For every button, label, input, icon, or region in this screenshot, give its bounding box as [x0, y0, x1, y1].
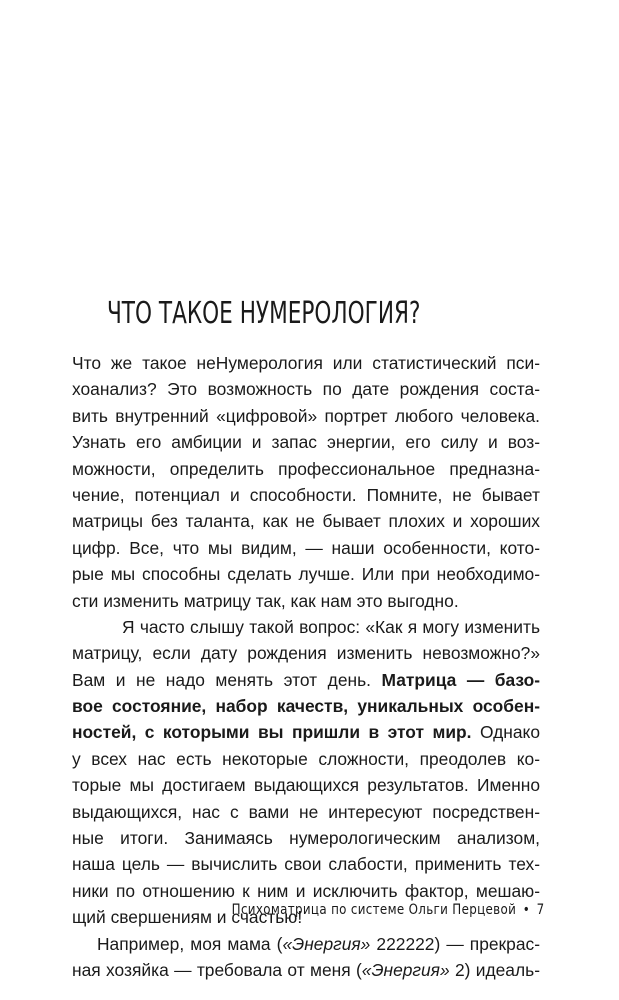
text-line: рые мы способны сделать лучше. Или при необходимо-	[72, 564, 540, 585]
text-run: 222222) — прекрас-	[370, 933, 540, 954]
text-run: Однако	[471, 722, 540, 743]
text-line: можности, определить профессиональное предназна-	[72, 458, 540, 479]
text-line: Узнать его амбиции и запас энергии, его силу и воз-	[72, 432, 540, 453]
bullet-separator: •	[523, 902, 531, 918]
text-run: 2) идеаль-	[449, 959, 540, 980]
bold-text-line: вое состояние, набор качеств, уникальных особен-	[72, 696, 540, 717]
page-number: 7	[537, 902, 545, 918]
running-footer	[232, 900, 545, 920]
text-line: матрицу, если дату рождения изменить невозможно?»	[72, 643, 540, 664]
text-line: ники по отношению к ним и исключить фактор, мешаю-	[72, 880, 540, 901]
text-run: ная хозяйка — требовала от меня (	[72, 959, 362, 980]
text-line: чение, потенциал и способности. Помните, не бывает	[72, 484, 540, 505]
text-line: матрицы без таланта, как не бывает плохих и хороших	[72, 511, 540, 532]
bold-text: ностей, с которыми вы пришли в этот мир.	[72, 722, 472, 743]
text-line: хоанализ? Это возможность по дате рождения соста-	[72, 379, 540, 400]
text-line: ные итоги. Занимаясь нумерологическим анализом,	[72, 828, 540, 849]
text-line	[72, 957, 540, 983]
chapter-heading: ЧТО ТАКОЕ НУМЕРОЛОГИЯ?	[107, 296, 421, 331]
text-line	[72, 667, 540, 693]
text-line: вить внутренний «цифровой» портрет любого человека.	[72, 405, 540, 426]
text-line: у всех нас есть некоторые сложности, преодолев ко-	[72, 748, 540, 769]
bold-text: Матрица — базо-	[381, 669, 540, 690]
text-run: Например, моя мама (	[97, 933, 283, 954]
text-line: выдающихся, нас с вами не интересуют посредствен-	[72, 801, 540, 822]
text-line: Что же такое неНумерология или статистический пси-	[72, 353, 540, 373]
body-text	[72, 350, 540, 983]
text-line: торые мы достигаем выдающихся результатов. Именно	[72, 775, 540, 796]
text-line: сти изменить матрицу так, как нам это выгодно.	[72, 590, 459, 611]
book-title: Психоматрица по системе Ольги Перцевой	[232, 902, 517, 918]
italic-text: «Энергия»	[282, 933, 371, 954]
text-line: щий свершениям и счастью!	[72, 907, 303, 928]
text-line	[72, 719, 540, 745]
text-line: цифр. Все, что мы видим, — наши особенности, кото-	[72, 537, 540, 558]
text-line: Я часто слышу такой вопрос: «Как я могу изменить	[122, 616, 540, 637]
text-run: Вам и не надо менять этот день.	[72, 669, 382, 690]
text-line	[72, 931, 540, 957]
italic-text: «Энергия»	[361, 959, 450, 980]
text-line: наша цель — вычислить свои слабости, применить тех-	[72, 854, 540, 875]
